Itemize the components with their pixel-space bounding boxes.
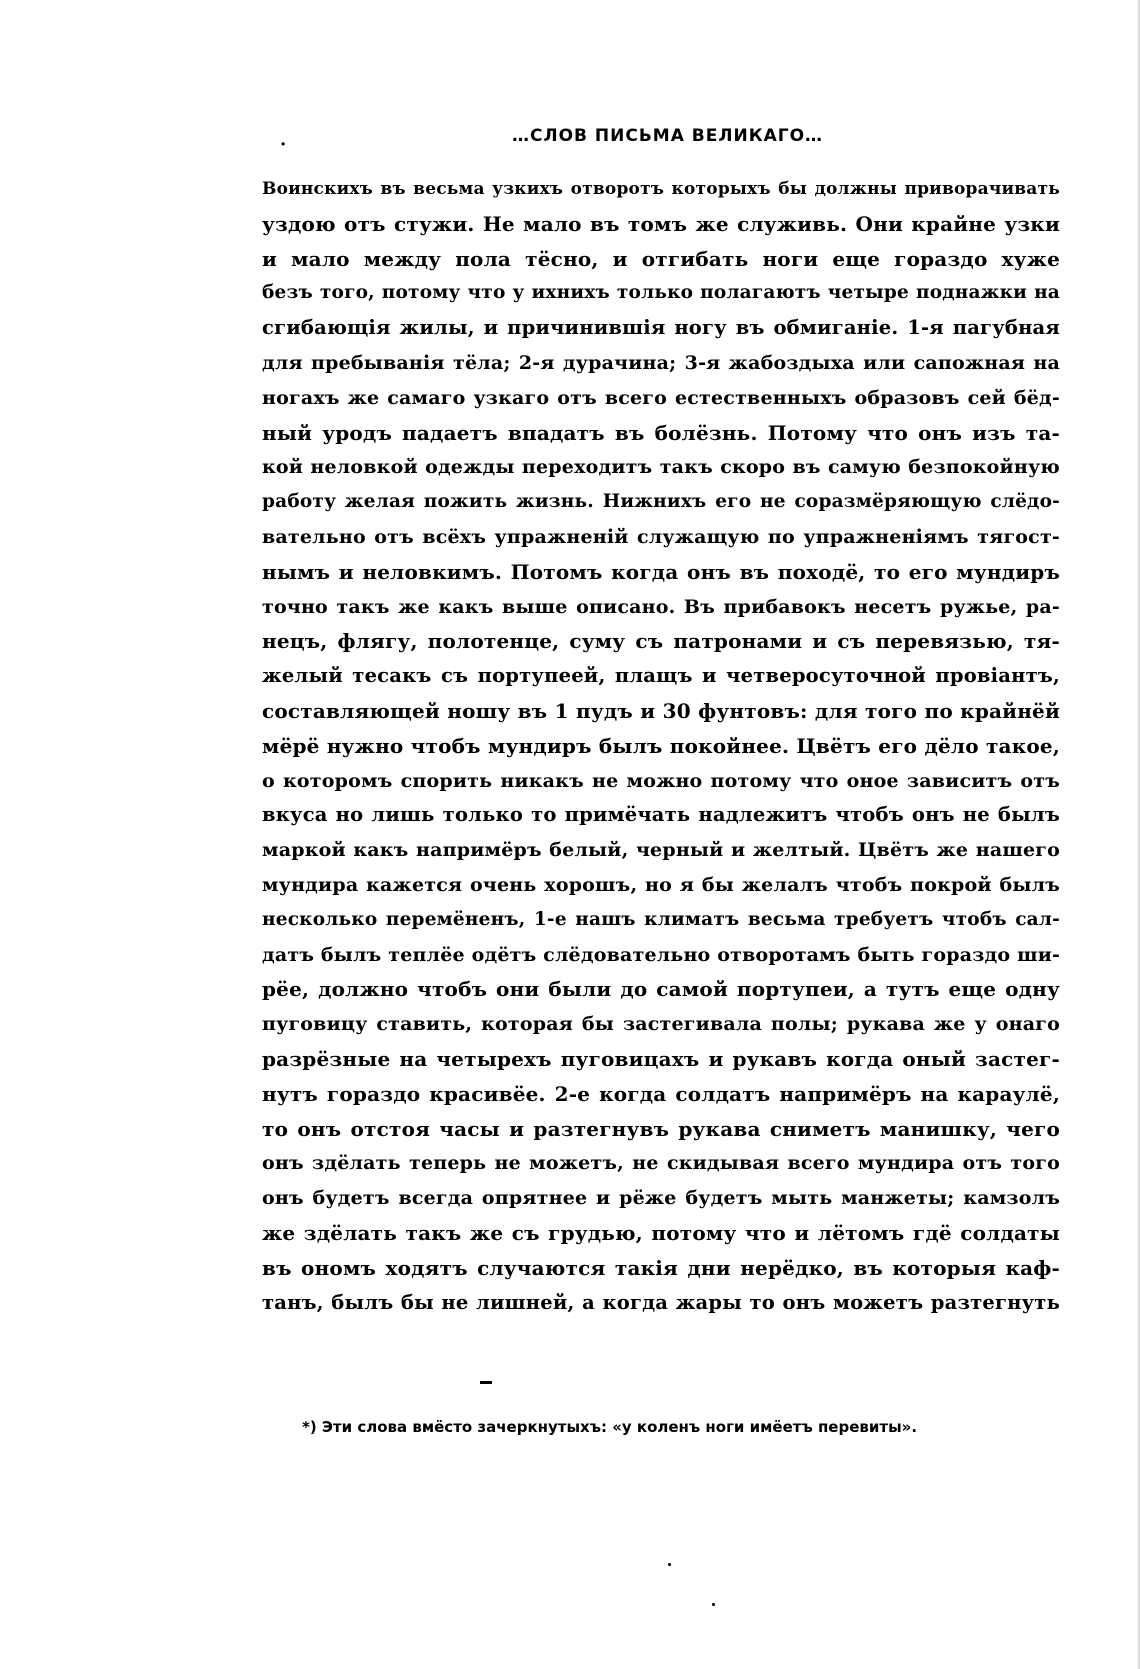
text-line: танъ, былъ бы не лишней, а когда жары то онъ можетъ разтегнуть — [262, 1290, 1060, 1314]
page-header — [280, 126, 1020, 156]
header-mark: · — [280, 134, 287, 155]
text-line: то онъ отстоя часы и разтегнувъ рукава сниметъ манишку, чего — [262, 1116, 1060, 1141]
text-line: вательно отъ всёхъ упражненій служащую по упражненіямъ тягост- — [262, 525, 1060, 548]
text-line: работу желая пожить жизнь. Нижнихъ его не соразмёряющую слёдо- — [262, 491, 1060, 513]
text-line: вкуса но лишь только то примёчать надлежитъ чтобъ онъ не былъ — [262, 803, 1060, 827]
text-line: онъ будетъ всегда опрятнее и рёже будетъ мыть манжеты; камзолъ — [262, 1187, 1060, 1210]
footnote-rule — [480, 1381, 492, 1384]
text-line: нымъ и неловкимъ. Потомъ когда онъ въ походё, то его мундиръ — [262, 559, 1060, 584]
text-line: нутъ гораздо красивёе. 2-е когда солдатъ напримёръ на караулё, — [262, 1081, 1060, 1106]
text-line: пуговицу ставить, которая бы застегивала полы; рукава же у онаго — [262, 1013, 1060, 1036]
text-line: кой неловкой одежды переходитъ такъ скоро въ самую безпокойную — [262, 456, 1060, 479]
text-line: составляющей ношу въ 1 пудъ и 30 фунтовъ: для того по крайнёй — [262, 698, 1060, 723]
text-line: безъ того, потому что у ихнихъ только полагаютъ четыре поднажки на — [262, 282, 1060, 304]
text-line: для пребыванія тёла; 2-я дурачина; 3-я жабоздыха или сапожная на — [262, 351, 1060, 374]
text-line: маркой какъ напримёръ белый, черный и желтый. Цвётъ же нашего — [262, 839, 1060, 862]
text-line: же здёлать такъ же съ грудью, потому что и лётомъ гдё солдаты — [262, 1220, 1060, 1245]
text-line: о которомъ спорить никакъ не можно потому что оное зависитъ отъ — [262, 769, 1060, 792]
text-line: ногахъ же самаго узкаго отъ всего естественныхъ образовъ сей бёд- — [262, 386, 1060, 409]
text-line: уздою отъ стужи. Не мало въ томъ же служивь. Они крайне узки — [262, 211, 1060, 236]
text-line: датъ былъ теплёе одётъ слёдовательно отворотамъ быть гораздо ши- — [262, 943, 1060, 966]
text-line: мёрё нужно чтобъ мундиръ былъ покойнее. Цвётъ его дёло такое, — [262, 733, 1060, 758]
text-line: нецъ, флягу, полотенце, суму съ патронами и съ перевязью, тя- — [262, 629, 1060, 654]
text-line: разрёзные на четырехъ пуговицахъ и рукавъ когда оный застег- — [262, 1046, 1060, 1071]
text-line: мундира кажется очень хорошъ, но я бы желалъ чтобъ покрой былъ — [262, 873, 1060, 896]
text-line: желый тесакъ съ портупеей, плащъ и четверосуточной провіантъ, — [262, 664, 1060, 688]
body-text — [262, 172, 1060, 1320]
text-line: сгибающія жилы, и причинившія ногу въ обмиганіе. 1-я пагубная — [262, 316, 1060, 340]
text-line: и мало между пола тёсно, и отгибать ноги еще гораздо хуже — [262, 246, 1060, 271]
scan-speck — [712, 1603, 715, 1606]
text-line: Воинскихъ въ весьма узкихъ отворотъ которыхъ бы должны приворачивать — [262, 179, 1060, 199]
text-line: въ ономъ ходятъ случаются такія дни нерёдко, въ которыя каф- — [262, 1255, 1060, 1280]
text-line: точно такъ же какъ выше описано. Въ прибавокъ несетъ ружье, ра- — [262, 595, 1060, 618]
text-line: несколько перемёненъ, 1-е нашъ климатъ весьма требуетъ чтобъ сал- — [262, 908, 1060, 930]
text-line: онъ здёлать теперь не можетъ, не скидывая всего мундира отъ того — [262, 1152, 1060, 1175]
scan-speck — [668, 1563, 671, 1566]
footnote: *) Эти слова вмёсто зачеркнутыхъ: «у коленъ ноги имёетъ перевиты». — [302, 1418, 918, 1436]
running-head: …СЛОВ ПИСЬМА ВЕЛИКАГО… — [512, 126, 824, 146]
text-line: рёе, должно чтобъ они были до самой портупеи, а тутъ еще одну — [262, 977, 1060, 1002]
text-line: ный уродъ падаетъ впадатъ въ болёзнь. Потому что онъ изъ та- — [262, 420, 1060, 445]
